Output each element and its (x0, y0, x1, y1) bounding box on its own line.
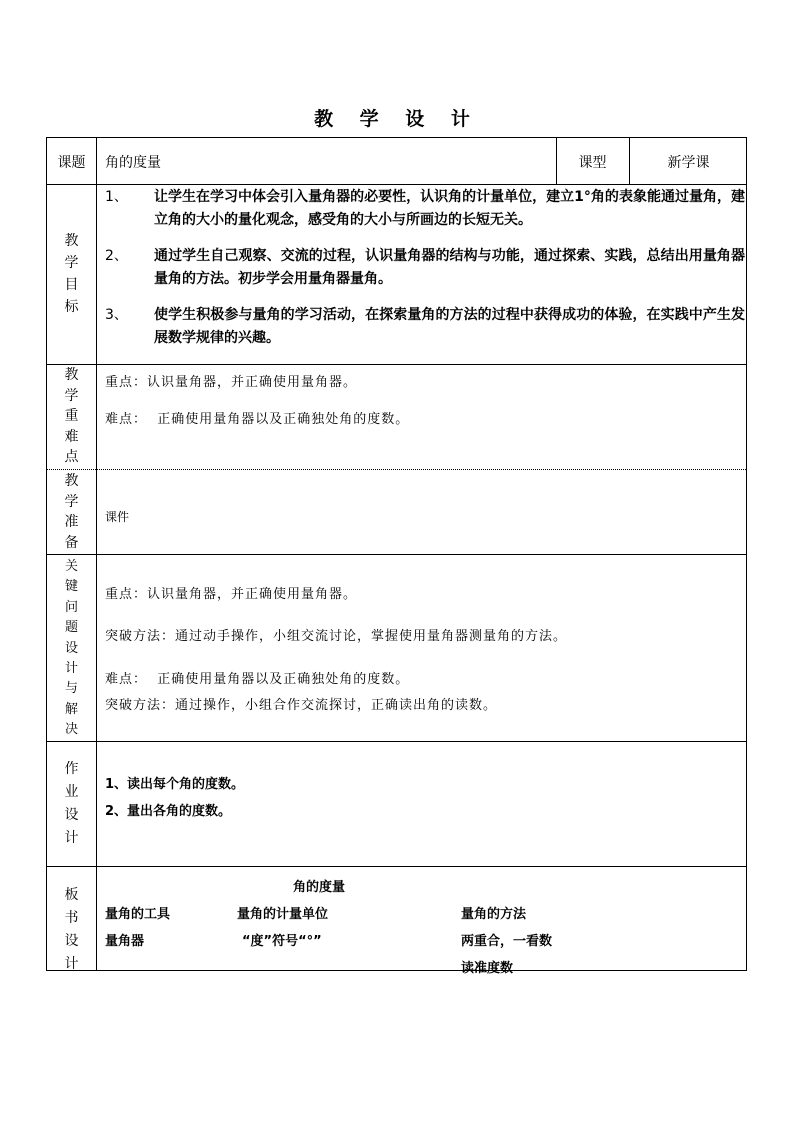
key-questions-label: 关 键 问 题 设 计 与 解 决 (64, 559, 78, 738)
lesson-plan-table (46, 137, 747, 976)
board-cell: 量角的工具 (105, 907, 171, 922)
page-title: 教 学 设 计 (314, 108, 480, 130)
row-divider (47, 364, 746, 365)
homework-item: 2、量出各角的度数。 (105, 804, 232, 819)
question-line: 难点： 正确使用量角器以及正确独处角的度数。 (105, 672, 410, 687)
topic-value: 角的度量 (105, 155, 161, 171)
preparation-label: 教 学 准 备 (64, 473, 79, 551)
question-line: 突破方法：通过动手操作，小组交流讨论，掌握使用量角器测量角的方法。 (105, 629, 568, 644)
row-divider (47, 554, 746, 555)
board-cell: 量角的计量单位 (237, 907, 329, 922)
board-cell: 量角的方法 (461, 907, 527, 922)
row-divider (47, 741, 746, 742)
board-cell: 两重合，一看数 (461, 934, 553, 949)
topic-label: 课题 (57, 155, 86, 171)
question-line: 重点：认识量角器，并正确使用量角器。 (105, 587, 358, 602)
key-difficulty: 难点： 正确使用量角器以及正确独处角的度数。 (105, 412, 410, 427)
key-points-label: 教 学 重 难 点 (64, 367, 79, 465)
homework-item: 1、读出每个角的度数。 (105, 777, 245, 792)
question-line: 突破方法：通过操作，小组合作交流探讨，正确读出角的读数。 (105, 698, 498, 713)
board-label: 板 书 设 计 (64, 887, 79, 972)
board-cell: 量角器 (105, 934, 145, 949)
objective-item: 2、 通过学生自己观察、交流的过程，认识量角器的结构与功能，通过探索、实践，总结出用量角器量角的方法。初步学会用量角器量角。 (105, 248, 745, 287)
board-heading: 角的度量 (293, 880, 346, 895)
objectives-label: 教 学 目 标 (64, 233, 79, 315)
type-value: 新学课 (667, 155, 710, 171)
row-divider (47, 866, 746, 867)
board-cell: 读准度数 (461, 961, 514, 976)
row-divider (47, 469, 746, 470)
row-divider (47, 184, 746, 185)
board-cell: “度”符号“°” (242, 934, 322, 949)
key-focus: 重点：认识量角器，并正确使用量角器。 (105, 375, 358, 390)
preparation-content: 课件 (105, 510, 130, 524)
type-label: 课型 (578, 155, 607, 171)
objective-item: 3、 使学生积极参与量角的学习活动，在探索量角的方法的过程中获得成功的体验，在实践中产生发展数学规律的兴趣。 (105, 307, 745, 346)
objective-item: 1、 让学生在学习中体会引入量角器的必要性，认识角的计量单位，建立1°角的表象能通过量角，建立角的大小的量化观念，感受角的大小与所画边的长短无关。 (105, 189, 745, 228)
homework-label: 作 业 设 计 (64, 761, 79, 846)
column-divider (96, 138, 97, 970)
